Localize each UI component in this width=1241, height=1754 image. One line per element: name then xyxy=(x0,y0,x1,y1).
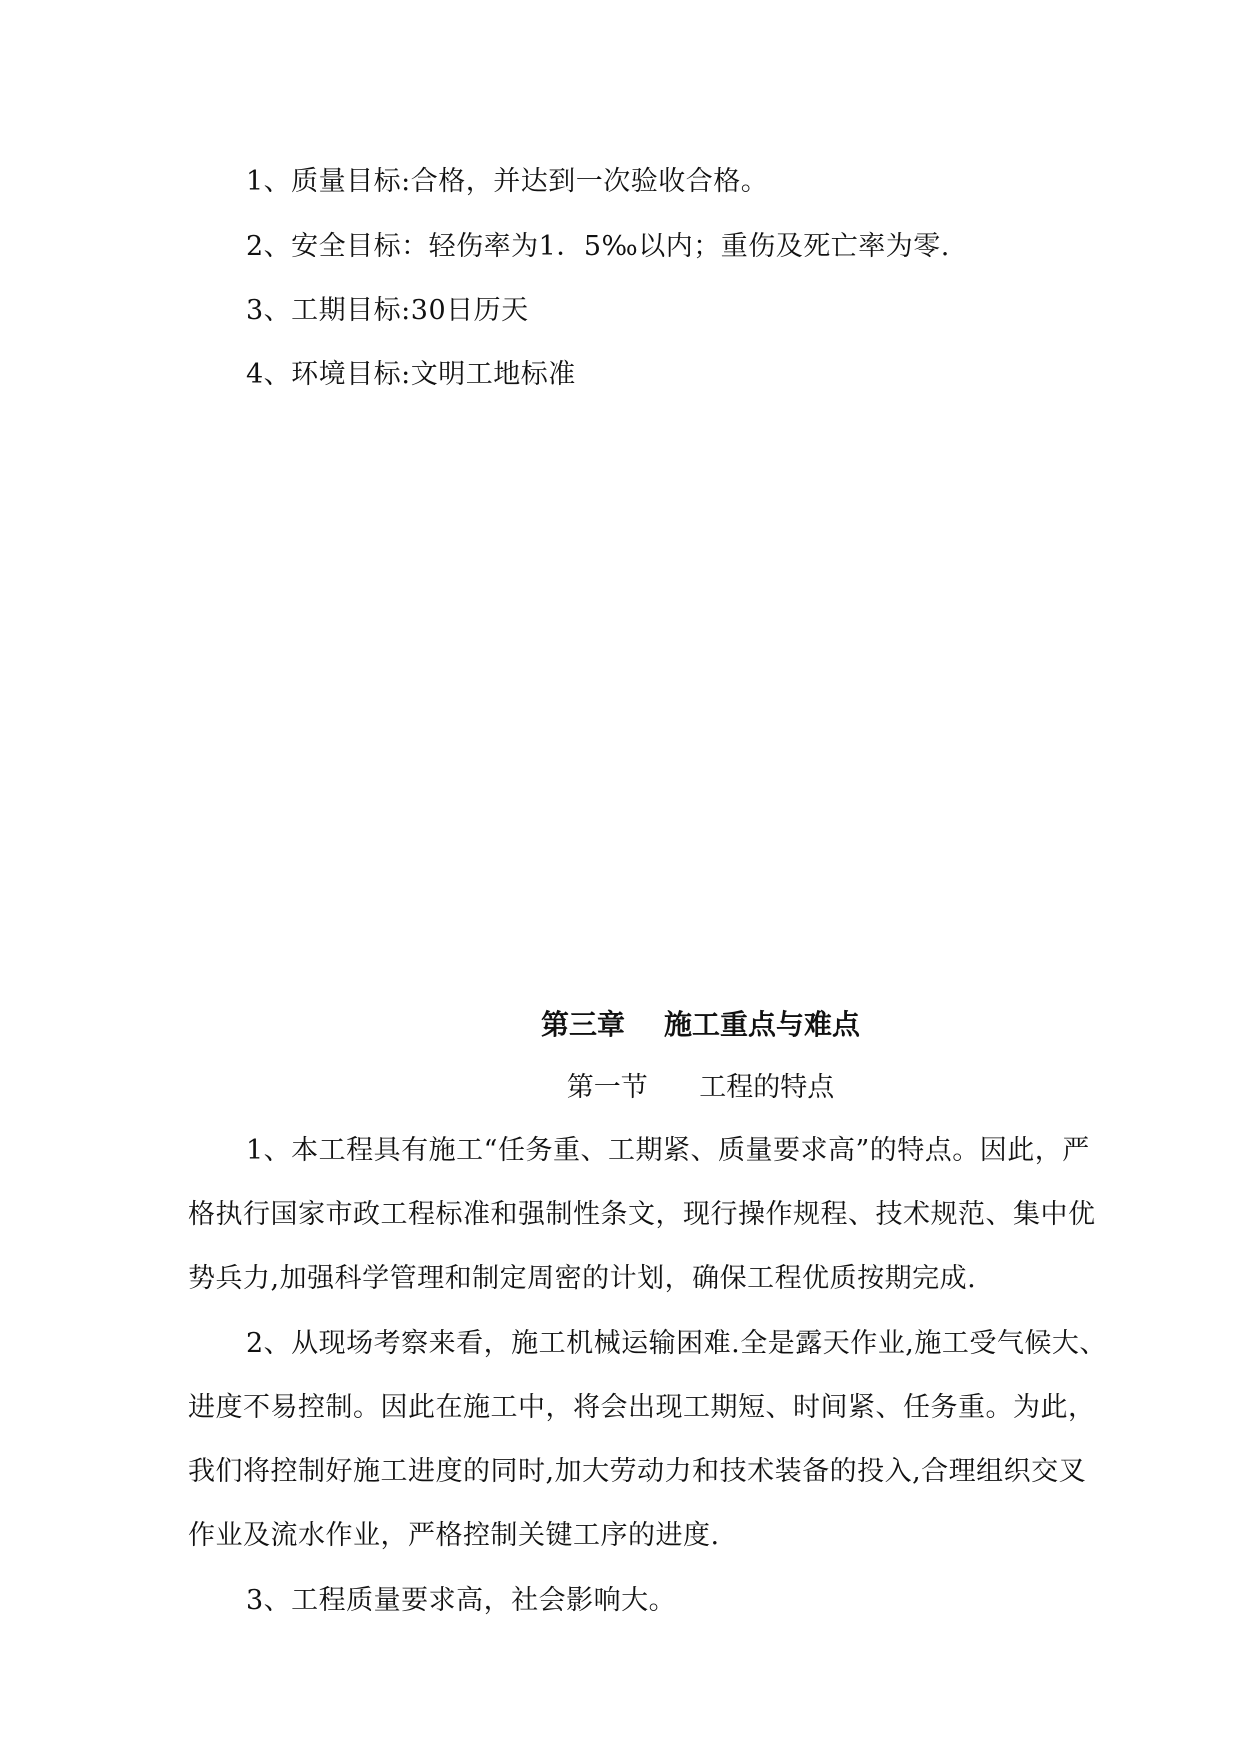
paragraph-2-line-1: 2、从现场考察来看，施工机械运输困难.全是露天作业,施工受气候大、 xyxy=(246,1328,1107,1359)
goal-schedule: 3、工期目标:30日历天 xyxy=(246,295,529,326)
paragraph-1-line-1: 1、本工程具有施工“任务重、工期紧、质量要求高”的特点。因此，严 xyxy=(246,1135,1090,1166)
section-title: 第一节 工程的特点 xyxy=(566,1072,835,1103)
paragraph-2-line-4: 作业及流水作业，严格控制关键工序的进度. xyxy=(188,1520,720,1551)
paragraph-2-line-2: 进度不易控制。因此在施工中，将会出现工期短、时间紧、任务重。为此， xyxy=(188,1392,1096,1423)
paragraph-2-line-3: 我们将控制好施工进度的同时,加大劳动力和技术装备的投入,合理组织交叉 xyxy=(188,1456,1087,1487)
paragraph-1-line-2: 格执行国家市政工程标准和强制性条文，现行操作规程、技术规范、集中优 xyxy=(188,1199,1096,1230)
chapter-title: 第三章 施工重点与难点 xyxy=(541,1008,860,1041)
goal-quality: 1、质量目标:合格，并达到一次验收合格。 xyxy=(246,166,769,197)
goal-environment: 4、环境目标:文明工地标准 xyxy=(246,359,576,390)
goal-safety: 2、安全目标：轻伤率为1．5‰以内；重伤及死亡率为零. xyxy=(246,231,950,262)
paragraph-3-line-1: 3、工程质量要求高，社会影响大。 xyxy=(246,1585,677,1616)
paragraph-1-line-3: 势兵力,加强科学管理和制定周密的计划，确保工程优质按期完成. xyxy=(188,1263,977,1294)
